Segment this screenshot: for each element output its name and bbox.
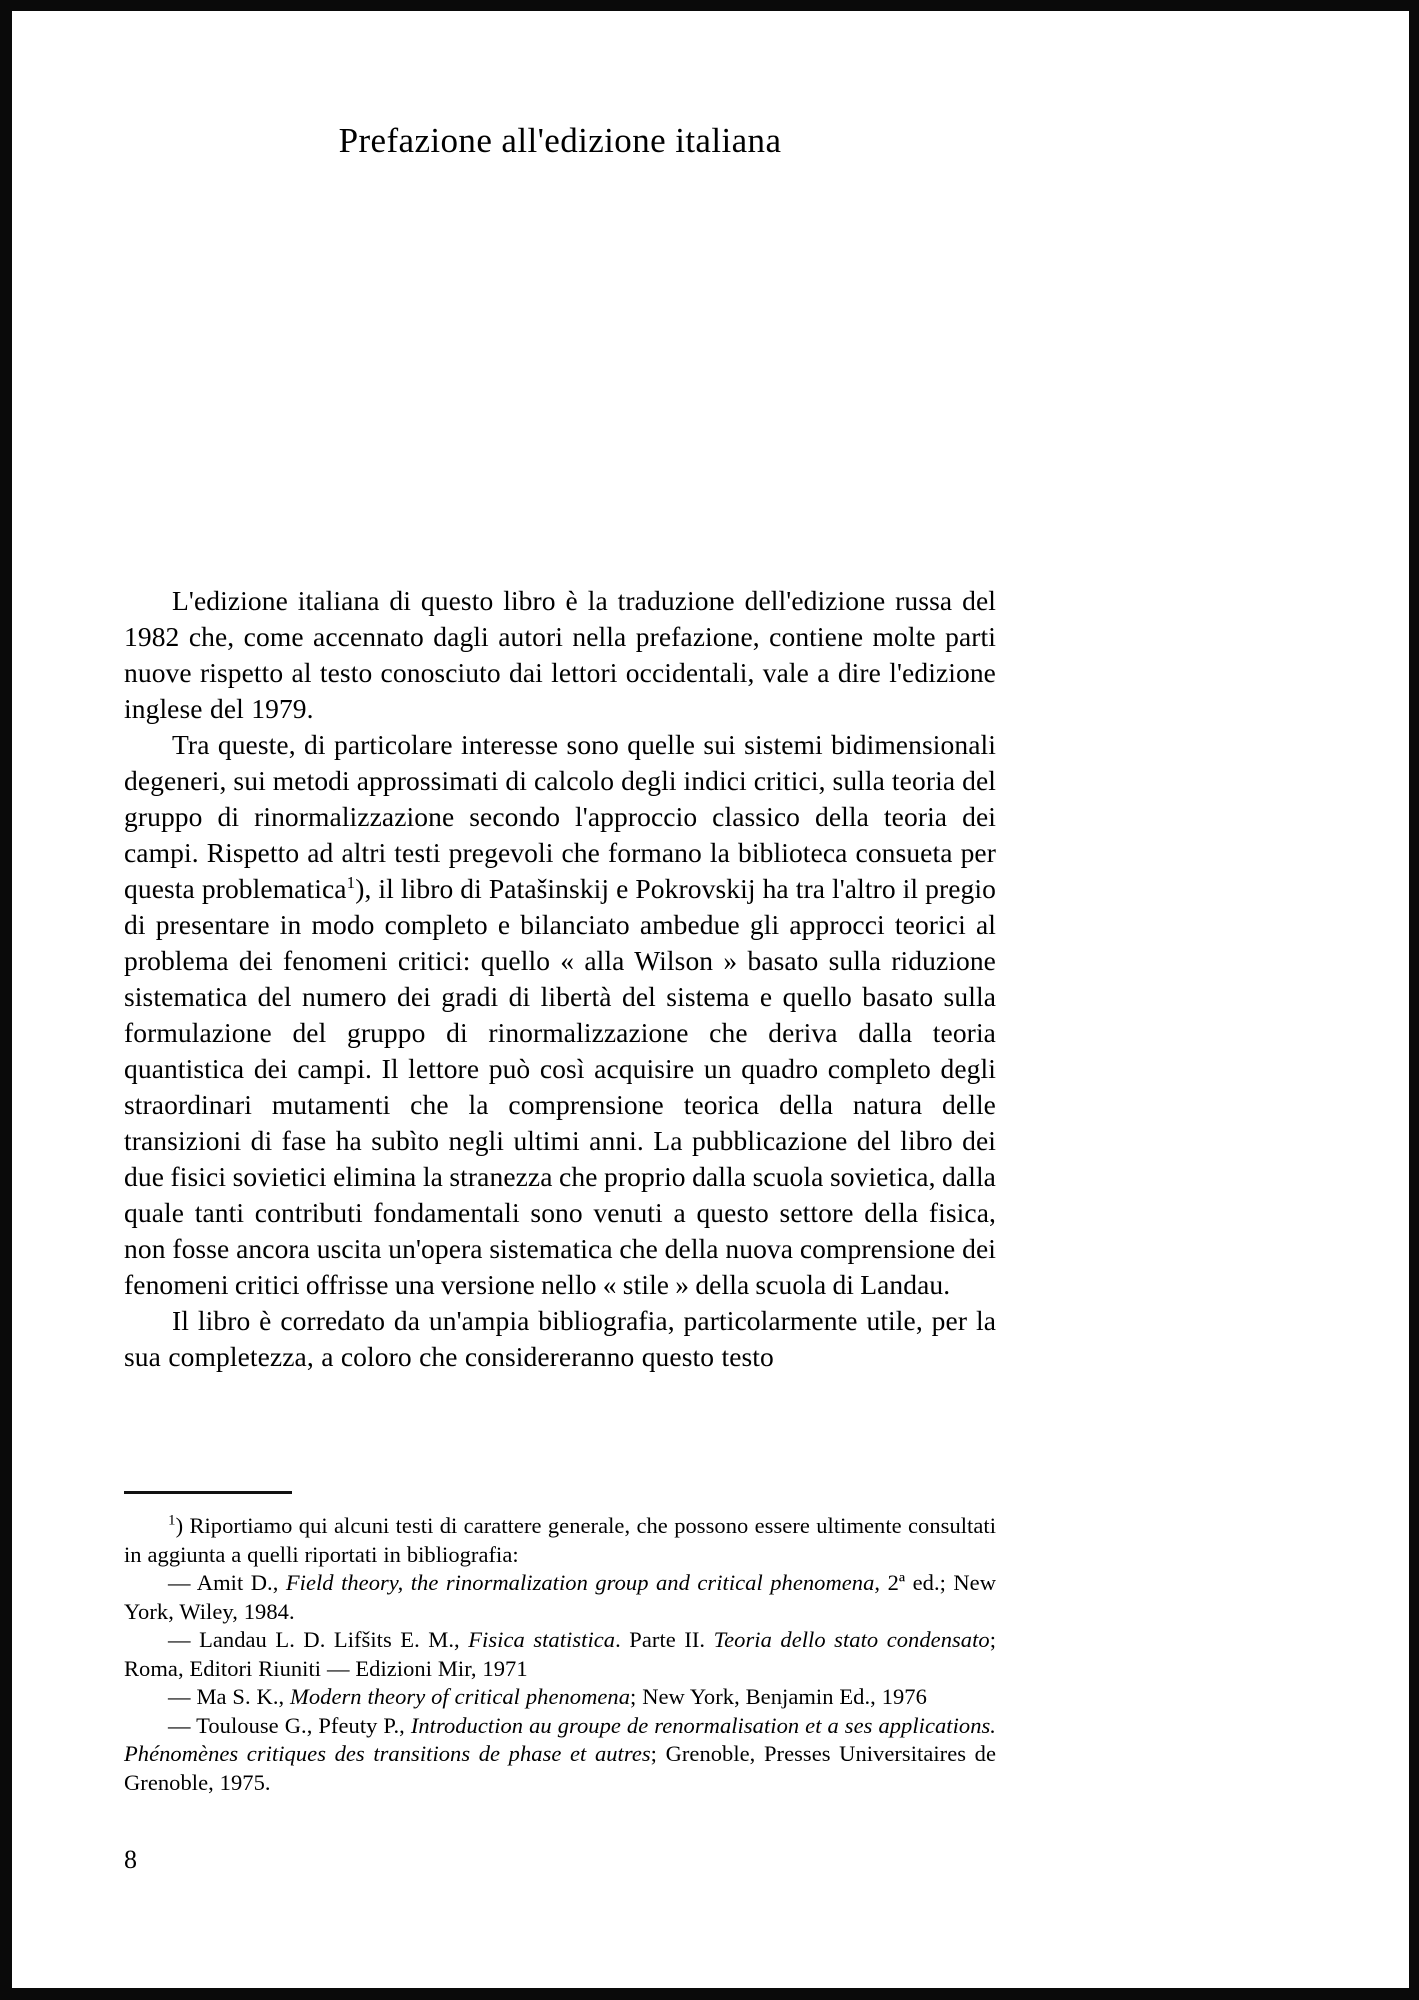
entry-dash: — xyxy=(168,1684,197,1709)
entry-publication: ; Grenoble, Presses Universitaires de Grenoble, 1975. xyxy=(124,1741,996,1795)
footnote-number-marker: 1 xyxy=(168,1512,176,1529)
entry-title-separator: . Parte II. xyxy=(615,1627,714,1652)
page-number: 8 xyxy=(124,1845,137,1874)
entry-title: Introduction au groupe de renormalisation et a ses applications. Phénomènes critiques des transitions de phase et autres xyxy=(124,1712,996,1766)
entry-title: Fisica statistica xyxy=(468,1627,616,1652)
entry-publication: ; New York, Benjamin Ed., 1976 xyxy=(630,1684,927,1709)
footnote-entry-amit xyxy=(124,1569,996,1626)
entry-dash: — xyxy=(168,1712,197,1738)
entry-subtitle: Teoria dello stato condensato xyxy=(713,1627,990,1652)
entry-publication: , 2ª ed.; New York, Wiley, 1984. xyxy=(124,1570,997,1624)
page-title: Prefazione all'edizione italiana xyxy=(338,121,782,161)
footnote-entry-toulouse xyxy=(124,1712,996,1798)
paragraph-first: L'edizione italiana di questo libro è la traduzione dell'edizione russa del 1982 che, come accennato dagli autori nella prefazione, contiene molte parti nuove rispetto al testo conosciuto dai lettori occidentali, vale a dire l'edizione inglese del 1979. xyxy=(124,585,996,724)
entry-title: Modern theory of critical phenomena xyxy=(290,1684,631,1709)
paragraph-second-part-a: Tra queste, di particolare interesse sono quelle sui sistemi bidimensionali degeneri, sui metodi approssimati di calcolo degli indici critici, sulla teoria del gruppo di rinormalizzazione secondo l'approccio classico della teoria dei campi. Rispetto ad altri testi pregevoli che formano la biblioteca consueta per questa problematica xyxy=(124,729,996,904)
footnote-intro xyxy=(124,1512,996,1569)
entry-author: Toulouse G., Pfeuty P., xyxy=(196,1712,411,1738)
body-text xyxy=(124,583,996,1375)
footnote-entry-landau xyxy=(124,1626,996,1683)
entry-author: Amit D., xyxy=(196,1570,286,1595)
footnote-separator-rule xyxy=(124,1491,292,1494)
entry-dash: — xyxy=(168,1570,197,1595)
footnote-block xyxy=(124,1512,996,1797)
entry-author: Landau L. D. Lifšits E. M., xyxy=(199,1627,469,1652)
footnote-intro-text: ) Riportiamo qui alcuni testi di carattere generale, che possono essere ultimente consultati in aggiunta a quelli riportati in bibliografia: xyxy=(124,1513,996,1567)
entry-author: Ma S. K., xyxy=(196,1684,291,1709)
paragraph-second-part-b: ), il libro di Patašinskij e Pokrovskij ha tra l'altro il pregio di presentare in modo completo e bilanciato ambedue gli approcci teorici al problema dei fenomeni critici: quello « alla Wilson » basato sulla riduzione sistematica del numero dei gradi di libertà del sistema e quello basato sulla formulazione del gruppo di rinormalizzazione che deriva dalla teoria quantistica dei campi. Il lettore può così acquisire un quadro completo degli straordinari mutamenti che la comprensione teorica della natura delle transizioni di fase ha subìto negli ultimi anni. La pubblicazione del libro dei due fisici sovietici elimina la stranezza che proprio dalla scuola sovietica, dalla quale tanti contributi fondamentali sono venuti a questo settore della fisica, non fosse ancora uscita un'opera sistematica che della nuova comprensione dei fenomeni critici offrisse una versione nello « stile » della scuola di Landau. xyxy=(124,873,996,1300)
paragraph-second xyxy=(124,727,996,1303)
footnote-reference-marker[interactable]: 1 xyxy=(346,872,356,892)
entry-publication: ; Roma, Editori Riuniti — Edizioni Mir, 1971 xyxy=(124,1627,997,1681)
footnote-entry-ma xyxy=(124,1683,996,1712)
entry-title: Field theory, the rinormalization group and critical phenomena xyxy=(285,1570,875,1595)
entry-dash: — xyxy=(168,1627,200,1652)
paragraph-third: Il libro è corredato da un'ampia bibliografia, particolarmente utile, per la sua completezza, a coloro che considereranno questo testo xyxy=(124,1305,996,1372)
